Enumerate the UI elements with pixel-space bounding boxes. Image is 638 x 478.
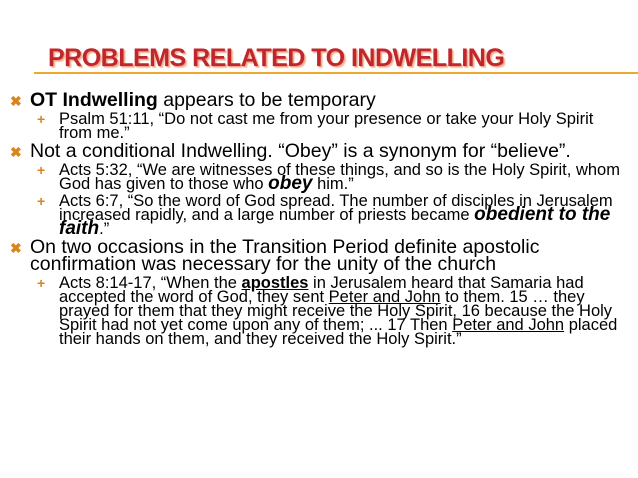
sub-bullet-psalm xyxy=(8,112,628,140)
acts6-end: .” xyxy=(99,220,110,238)
x-bullet-icon: ✖ xyxy=(10,144,22,160)
title-underline xyxy=(34,72,638,74)
acts5-obey: obey xyxy=(268,173,313,194)
acts5-end: him.” xyxy=(312,175,354,193)
ot-indwelling-term: OT Indwelling xyxy=(30,89,158,111)
bullet-ot-indwelling xyxy=(8,89,628,111)
acts8-apostles: apostles xyxy=(241,274,309,292)
conditional-text: Not a conditional Indwelling. “Obey” is a synonym for “believe”. xyxy=(30,140,571,162)
acts8-text-2: in Jerusalem heard that Samaria had accepted the word of God, they sent xyxy=(59,274,584,306)
x-bullet-icon: ✖ xyxy=(10,240,22,256)
ot-indwelling-text: appears to be temporary xyxy=(157,89,376,111)
acts6-obedient: obedient to the faith xyxy=(59,204,611,239)
plus-bullet-icon: + xyxy=(37,162,46,178)
bullet-conditional xyxy=(8,140,628,162)
x-bullet-icon: ✖ xyxy=(10,93,22,109)
acts8-peter-john-1: Peter and John xyxy=(328,288,441,306)
plus-bullet-icon: + xyxy=(37,275,46,291)
acts5-text: Acts 5:32, “We are witnesses of these things, and so is the Holy Spirit, whom God has given to those who xyxy=(59,161,620,193)
sub-bullet-acts-8 xyxy=(8,276,628,346)
acts8-peter-john-2: Peter and John xyxy=(452,316,565,334)
acts8-text-3: to them. 15 … they prayed for them that they might receive the Holy Spirit, 16 because the Holy Spirit had not yet come upon any of them; ... 17 Then xyxy=(59,288,613,334)
acts8-text-4: placed their hands on them, and they received the Holy Spirit.” xyxy=(59,316,618,348)
acts6-text: Acts 6:7, “So the word of God spread. The number of disciples in Jerusalem increased rapidly, and a large number of priests became xyxy=(59,192,613,224)
sub-bullet-acts-5 xyxy=(8,161,628,194)
plus-bullet-icon: + xyxy=(37,111,46,127)
acts8-text-1: Acts 8:14-17, “When the xyxy=(59,274,242,292)
plus-bullet-icon: + xyxy=(37,193,46,209)
slide-title: PROBLEMS RELATED TO INDWELLING xyxy=(48,44,505,72)
bullet-two-occasions xyxy=(8,236,628,275)
slide-body xyxy=(8,89,628,349)
two-occasions-text: On two occasions in the Transition Period definite apostolic confirmation was necessary for the unity of the church xyxy=(30,236,540,275)
sub-bullet-acts-6 xyxy=(8,192,628,239)
psalm-text: Psalm 51:11, “Do not cast me from your presence or take your Holy Spirit from me.” xyxy=(59,110,594,142)
